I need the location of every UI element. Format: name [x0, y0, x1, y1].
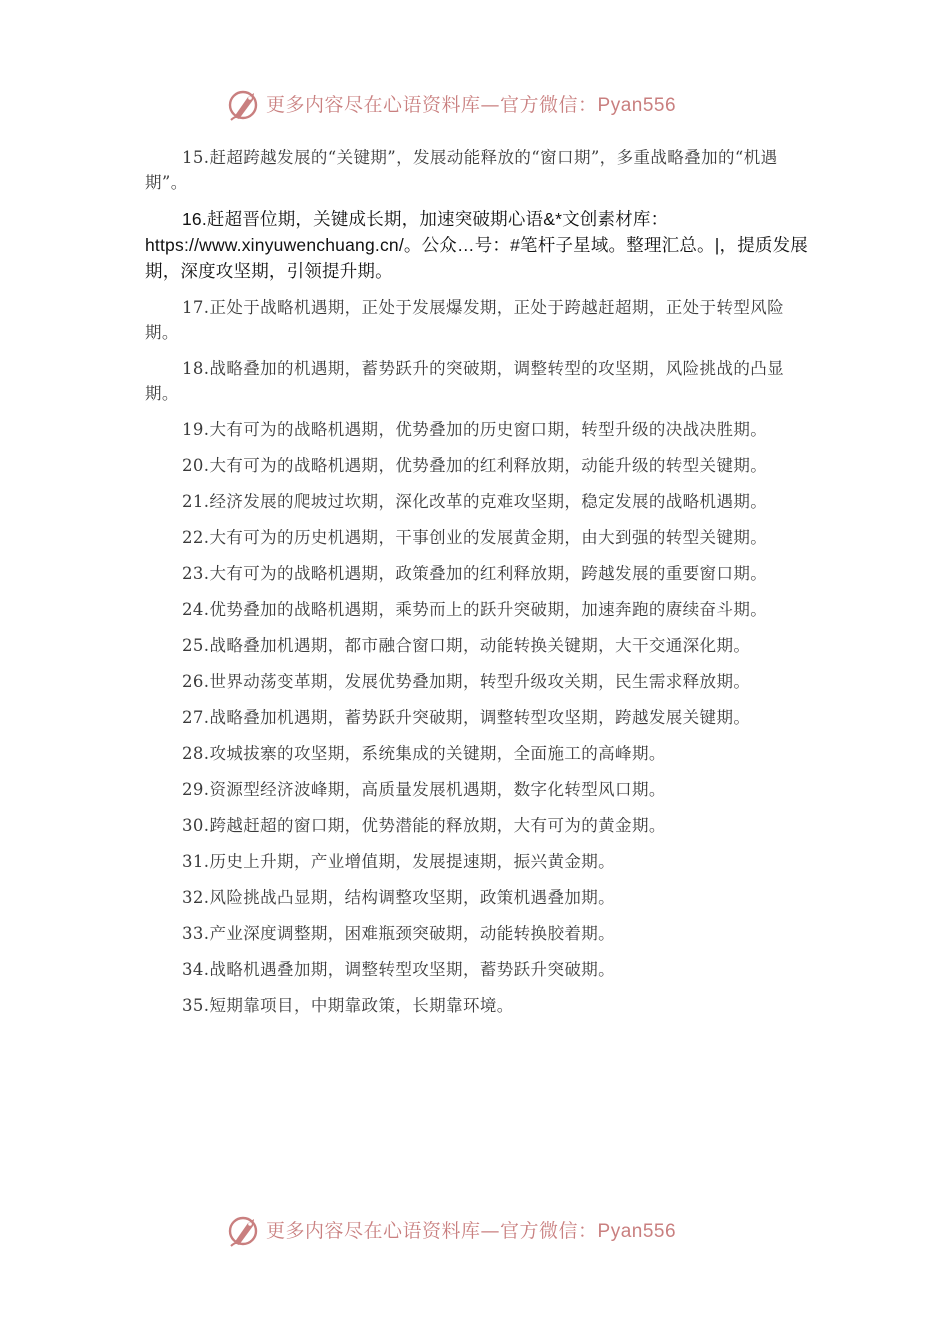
list-item-33: 33.产业深度调整期，困难瓶颈突破期，动能转换胶着期。 — [182, 924, 616, 943]
list-item-29: 29.资源型经济波峰期，高质量发展机遇期，数字化转型风口期。 — [182, 780, 666, 799]
list-item-21: 21.经济发展的爬坡过坎期，深化改革的克难攻坚期，稳定发展的战略机遇期。 — [182, 492, 768, 511]
list-item-18: 18.战略叠加的机遇期，蓄势跃升的突破期，调整转型的攻坚期，风险挑战的凸显期。 — [145, 359, 785, 403]
banner-text-cn: 更多内容尽在心语资料库—官方微信： — [266, 1220, 598, 1242]
banner-wechat-id: Pyan556 — [597, 95, 677, 116]
list-item-15: 15.赶超跨越发展的“关键期”，发展动能释放的“窗口期”，多重战略叠加的“机遇期”。 — [145, 148, 778, 192]
pen-nib-logo-icon — [226, 1213, 262, 1249]
list-item-25: 25.战略叠加机遇期，都市融合窗口期，动能转换关键期，大干交通深化期。 — [182, 636, 751, 655]
banner-wechat-id: Pyan556 — [597, 1221, 677, 1242]
footer-banner — [0, 1211, 950, 1251]
list-item-20: 20.大有可为的战略机遇期，优势叠加的红利释放期，动能升级的转型关键期。 — [182, 456, 768, 475]
header-banner — [0, 85, 950, 125]
list-item-30: 30.跨越赶超的窗口期，优势潜能的释放期，大有可为的黄金期。 — [182, 816, 666, 835]
banner-text-cn: 更多内容尽在心语资料库—官方微信： — [266, 94, 598, 116]
list-item-34: 34.战略机遇叠加期，调整转型攻坚期，蓄势跃升突破期。 — [182, 960, 616, 979]
list-item-19: 19.大有可为的战略机遇期，优势叠加的历史窗口期，转型升级的决战决胜期。 — [182, 420, 768, 439]
list-item-27: 27.战略叠加机遇期，蓄势跃升突破期，调整转型攻坚期，跨越发展关键期。 — [182, 708, 751, 727]
list-item-32: 32.风险挑战凸显期，结构调整攻坚期，政策机遇叠加期。 — [182, 888, 616, 907]
list-item-26: 26.世界动荡变革期，发展优势叠加期，转型升级攻关期，民生需求释放期。 — [182, 672, 751, 691]
list-item-23: 23.大有可为的战略机遇期，政策叠加的红利释放期，跨越发展的重要窗口期。 — [182, 564, 768, 583]
list-item-16: 16.赶超晋位期，关键成长期，加速突破期心语&*文创素材库：https://www.xinyuwenchuang.cn/。公众…号：#笔杆子星域。整理汇总。|，提质发展期，深度攻坚期，引领提升期。 — [145, 209, 808, 281]
list-item-17: 17.正处于战略机遇期，正处于发展爆发期，正处于跨越赶超期，正处于转型风险期。 — [145, 298, 785, 342]
list-item-31: 31.历史上升期，产业增值期，发展提速期，振兴黄金期。 — [182, 852, 616, 871]
list-item-24: 24.优势叠加的战略机遇期，乘势而上的跃升突破期，加速奔跑的赓续奋斗期。 — [182, 600, 768, 619]
list-item-28: 28.攻城拔寨的攻坚期，系统集成的关键期，全面施工的高峰期。 — [182, 744, 666, 763]
banner-text — [266, 91, 676, 120]
list-item-22: 22.大有可为的历史机遇期，干事创业的发展黄金期，由大到强的转型关键期。 — [182, 528, 768, 547]
list-item-35: 35.短期靠项目，中期靠政策，长期靠环境。 — [182, 996, 514, 1015]
document-body — [145, 145, 815, 1029]
banner-text — [266, 1217, 676, 1246]
pen-nib-logo-icon — [226, 87, 262, 123]
